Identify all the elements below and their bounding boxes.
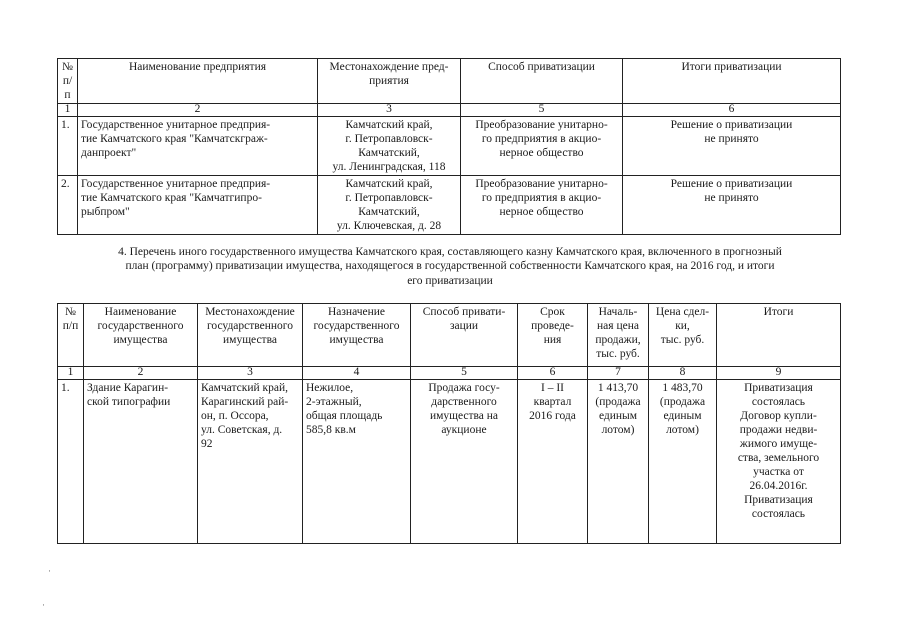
t1-row-num: 2. <box>58 175 78 234</box>
t1-row-location: Камчатский край, г. Петропавловск- Камчатский, ул. Ленинградская, 118 <box>318 116 461 175</box>
t1-colnum: 1 <box>58 104 78 117</box>
t2-row-name: Здание Карагин- ской типографии <box>84 379 198 543</box>
t2-header-num: № п/п <box>58 304 84 367</box>
t2-colnum: 4 <box>303 367 411 380</box>
table-row <box>58 175 841 234</box>
t1-colnum: 5 <box>461 104 623 117</box>
scan-dot-mark: · <box>42 600 45 610</box>
t2-header-location: Местонахождение государственного имущества <box>198 304 303 367</box>
t1-header-num: № п/п <box>58 59 78 104</box>
t1-colnum: 2 <box>78 104 318 117</box>
t2-colnum: 8 <box>649 367 717 380</box>
t2-colnum: 9 <box>717 367 841 380</box>
t2-header-result: Итоги <box>717 304 841 367</box>
table-row <box>58 379 841 543</box>
t1-row-method: Преобразование унитарно- го предприятия в акцио- нерное общество <box>461 175 623 234</box>
other-property-table <box>57 303 841 544</box>
t2-header-start-price: Началь- ная цена продажи, тыс. руб. <box>588 304 649 367</box>
t2-row-location: Камчатский край, Карагинский рай- он, п. Оссора, ул. Советская, д. 92 <box>198 379 303 543</box>
t1-row-location: Камчатский край, г. Петропавловск- Камчатский, ул. Ключевская, д. 28 <box>318 175 461 234</box>
t2-colnum: 6 <box>518 367 588 380</box>
scan-dot-mark: · <box>48 566 51 576</box>
t2-header-name: Наименование государственного имущества <box>84 304 198 367</box>
t1-row-result: Решение о приватизации не принято <box>623 116 841 175</box>
t2-row-start-price: 1 413,70 (продажа единым лотом) <box>588 379 649 543</box>
t2-colnum: 1 <box>58 367 84 380</box>
t1-row-result: Решение о приватизации не принято <box>623 175 841 234</box>
t1-colnum: 6 <box>623 104 841 117</box>
t1-colnum: 3 <box>318 104 461 117</box>
t1-row-name: Государственное унитарное предприя- тие Камчатского края "Камчатскграж- данпроект" <box>78 116 318 175</box>
t1-header-result: Итоги приватизации <box>623 59 841 104</box>
t2-row-purpose: Нежилое, 2-этажный, общая площадь 585,8 кв.м <box>303 379 411 543</box>
t2-colnum: 5 <box>411 367 518 380</box>
t2-header-method: Способ привати- зации <box>411 304 518 367</box>
section-heading: 4. Перечень иного государственного имущества Камчатского края, составляющего казну Камчатского края, включенного в прогнозный план (программу) приватизации имущества, находящегося в государственной собственности Камчатского края, на 2016 год, и итоги его приватизации <box>118 246 782 287</box>
t2-colnum: 2 <box>84 367 198 380</box>
t2-row-term: I – II квартал 2016 года <box>518 379 588 543</box>
t2-header-deal-price: Цена сдел- ки, тыс. руб. <box>649 304 717 367</box>
t1-header-location: Местонахождение пред- приятия <box>318 59 461 104</box>
t1-row-num: 1. <box>58 116 78 175</box>
t1-header-method: Способ приватизации <box>461 59 623 104</box>
t2-row-method: Продажа госу- дарственного имущества на аукционе <box>411 379 518 543</box>
t2-row-deal-price: 1 483,70 (продажа единым лотом) <box>649 379 717 543</box>
t1-row-method: Преобразование унитарно- го предприятия в акцио- нерное общество <box>461 116 623 175</box>
privatization-enterprises-table <box>57 58 841 235</box>
t2-colnum: 3 <box>198 367 303 380</box>
t1-header-name: Наименование предприятия <box>78 59 318 104</box>
t2-colnum: 7 <box>588 367 649 380</box>
t2-header-purpose: Назначение государственного имущества <box>303 304 411 367</box>
t2-row-result: Приватизация состоялась Договор купли- продажи недви- жимого имуще- ства, земельного участка от 26.04.2016г. Приватизация состоялась <box>717 379 841 543</box>
t1-row-name: Государственное унитарное предприя- тие Камчатского края "Камчатгипро- рыбпром" <box>78 175 318 234</box>
table-row <box>58 116 841 175</box>
t2-header-term: Срок проведе- ния <box>518 304 588 367</box>
t2-row-num: 1. <box>58 379 84 543</box>
